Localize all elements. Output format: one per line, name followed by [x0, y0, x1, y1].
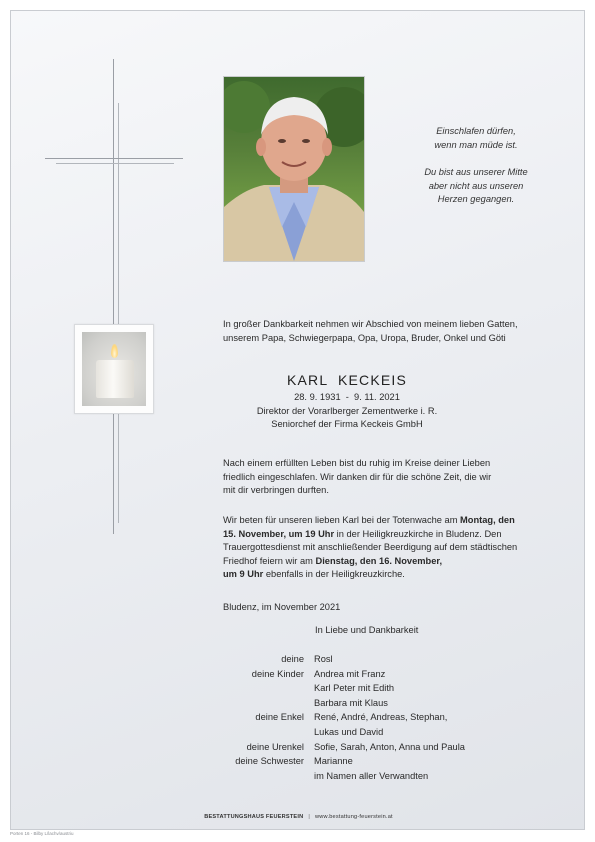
print-credit: Porten 16 - Bilby L/lachv/austriu	[10, 831, 74, 836]
relation	[211, 681, 314, 696]
mourner-name: René, André, Andreas, Stephan,	[314, 712, 448, 723]
mourner-row	[211, 696, 554, 711]
relation	[211, 696, 314, 711]
mourner-name: Lukas und David	[314, 726, 384, 737]
service-details	[223, 514, 583, 582]
deceased-role: Seniorchef der Firma Keckeis GmbH	[271, 419, 423, 429]
mourner-name: Sofie, Sarah, Anton, Anna und Paula	[314, 741, 465, 752]
life-dates: 28. 9. 1931 - 9. 11. 2021	[294, 392, 400, 402]
mourner-row	[211, 667, 554, 682]
farewell-text	[223, 457, 583, 498]
farewell-line: friedlich eingeschlafen. Wir danken dir für die schöne Zeit, die wir	[223, 471, 492, 482]
service-text: ebenfalls in der Heiligkreuzkirche.	[263, 569, 405, 579]
candle-image	[74, 324, 154, 414]
funeral-home-name: BESTATTUNGSHAUS FEUERSTEIN	[204, 814, 304, 820]
mourner-row	[211, 725, 554, 740]
service-text: Friedhof feiern wir am	[223, 555, 316, 566]
mourner-name: Marianne	[314, 756, 353, 767]
mourner-row	[211, 754, 554, 769]
deceased-info	[223, 391, 471, 432]
poem-line: Herzen gegangen.	[437, 194, 515, 204]
mourner-name: Andrea mit Franz	[314, 668, 386, 679]
relation: deine	[281, 654, 304, 664]
footer-separator: |	[308, 814, 311, 820]
closing-line: In Liebe und Dankbarkeit	[315, 625, 419, 635]
funeral-home-url[interactable]: www.bestattung-feuerstein.at	[315, 814, 393, 820]
candle-icon	[96, 360, 134, 398]
cross-horizontal-line-inner	[56, 163, 174, 164]
relation: deine Urenkel	[246, 741, 304, 752]
service-text: in der Heiligkreuzkirche in Bludenz. Den	[334, 528, 502, 539]
wake-time: 15. November, um 19 Uhr	[223, 528, 335, 539]
mourner-row	[211, 681, 554, 696]
funeral-time: um 9 Uhr	[223, 569, 264, 579]
farewell-line: Nach einem erfüllten Leben bist du ruhig im Kreise deiner Lieben	[223, 458, 491, 468]
obituary-sheet	[10, 10, 585, 830]
portrait-photo	[223, 76, 365, 262]
intro-line: unserem Papa, Schwiegerpapa, Opa, Uropa, Bruder, Onkel und Göti	[223, 332, 506, 343]
relation	[211, 725, 314, 740]
candle-background	[82, 332, 146, 406]
mourner-row	[211, 740, 554, 755]
intro-line: In großer Dankbarkeit nehmen wir Abschied von meinem lieben Gatten,	[223, 319, 518, 329]
portrait-illustration	[224, 77, 364, 261]
service-text: Wir beten für unseren lieben Karl bei der Totenwache am	[223, 515, 461, 525]
deceased-role: Direktor der Vorarlberger Zementwerke i. R.	[256, 405, 438, 416]
poem	[381, 125, 571, 207]
candle-flame-icon	[111, 344, 118, 358]
wake-date: Montag, den	[460, 515, 515, 525]
service-text: Trauergottesdienst mit anschließender Beerdigung auf dem städtischen	[223, 542, 518, 552]
mourner-name: Rosl	[314, 654, 333, 664]
mourners-list	[211, 652, 554, 783]
poem-line: aber nicht aus unseren	[428, 180, 524, 191]
place-date: Bludenz, im November 2021	[223, 602, 341, 612]
mourner-name: im Namen aller Verwandten	[314, 770, 429, 781]
intro-text	[223, 318, 583, 345]
funeral-date: Dienstag, den 16. November,	[315, 555, 443, 566]
cross-vertical-line	[113, 59, 114, 534]
mourner-name: Karl Peter mit Edith	[314, 683, 395, 694]
relation	[211, 769, 314, 784]
farewell-line: mit dir verbringen durften.	[223, 485, 329, 495]
poem-line: Einschlafen dürfen,	[436, 126, 516, 136]
mourner-row	[211, 710, 554, 725]
deceased-name: KARL KECKEIS	[286, 372, 408, 388]
cross-vertical-line-inner	[118, 103, 119, 523]
mourner-name: Barbara mit Klaus	[314, 697, 388, 708]
poem-line: Du bist aus unserer Mitte	[424, 167, 528, 177]
relation: deine Schwester	[235, 756, 304, 767]
relation: deine Kinder	[251, 668, 304, 679]
footer	[11, 814, 586, 820]
mourner-row	[211, 769, 554, 784]
mourner-row	[211, 652, 554, 667]
poem-line: wenn man müde ist.	[434, 139, 518, 150]
relation: deine Enkel	[255, 712, 304, 723]
cross-horizontal-line	[45, 158, 183, 159]
